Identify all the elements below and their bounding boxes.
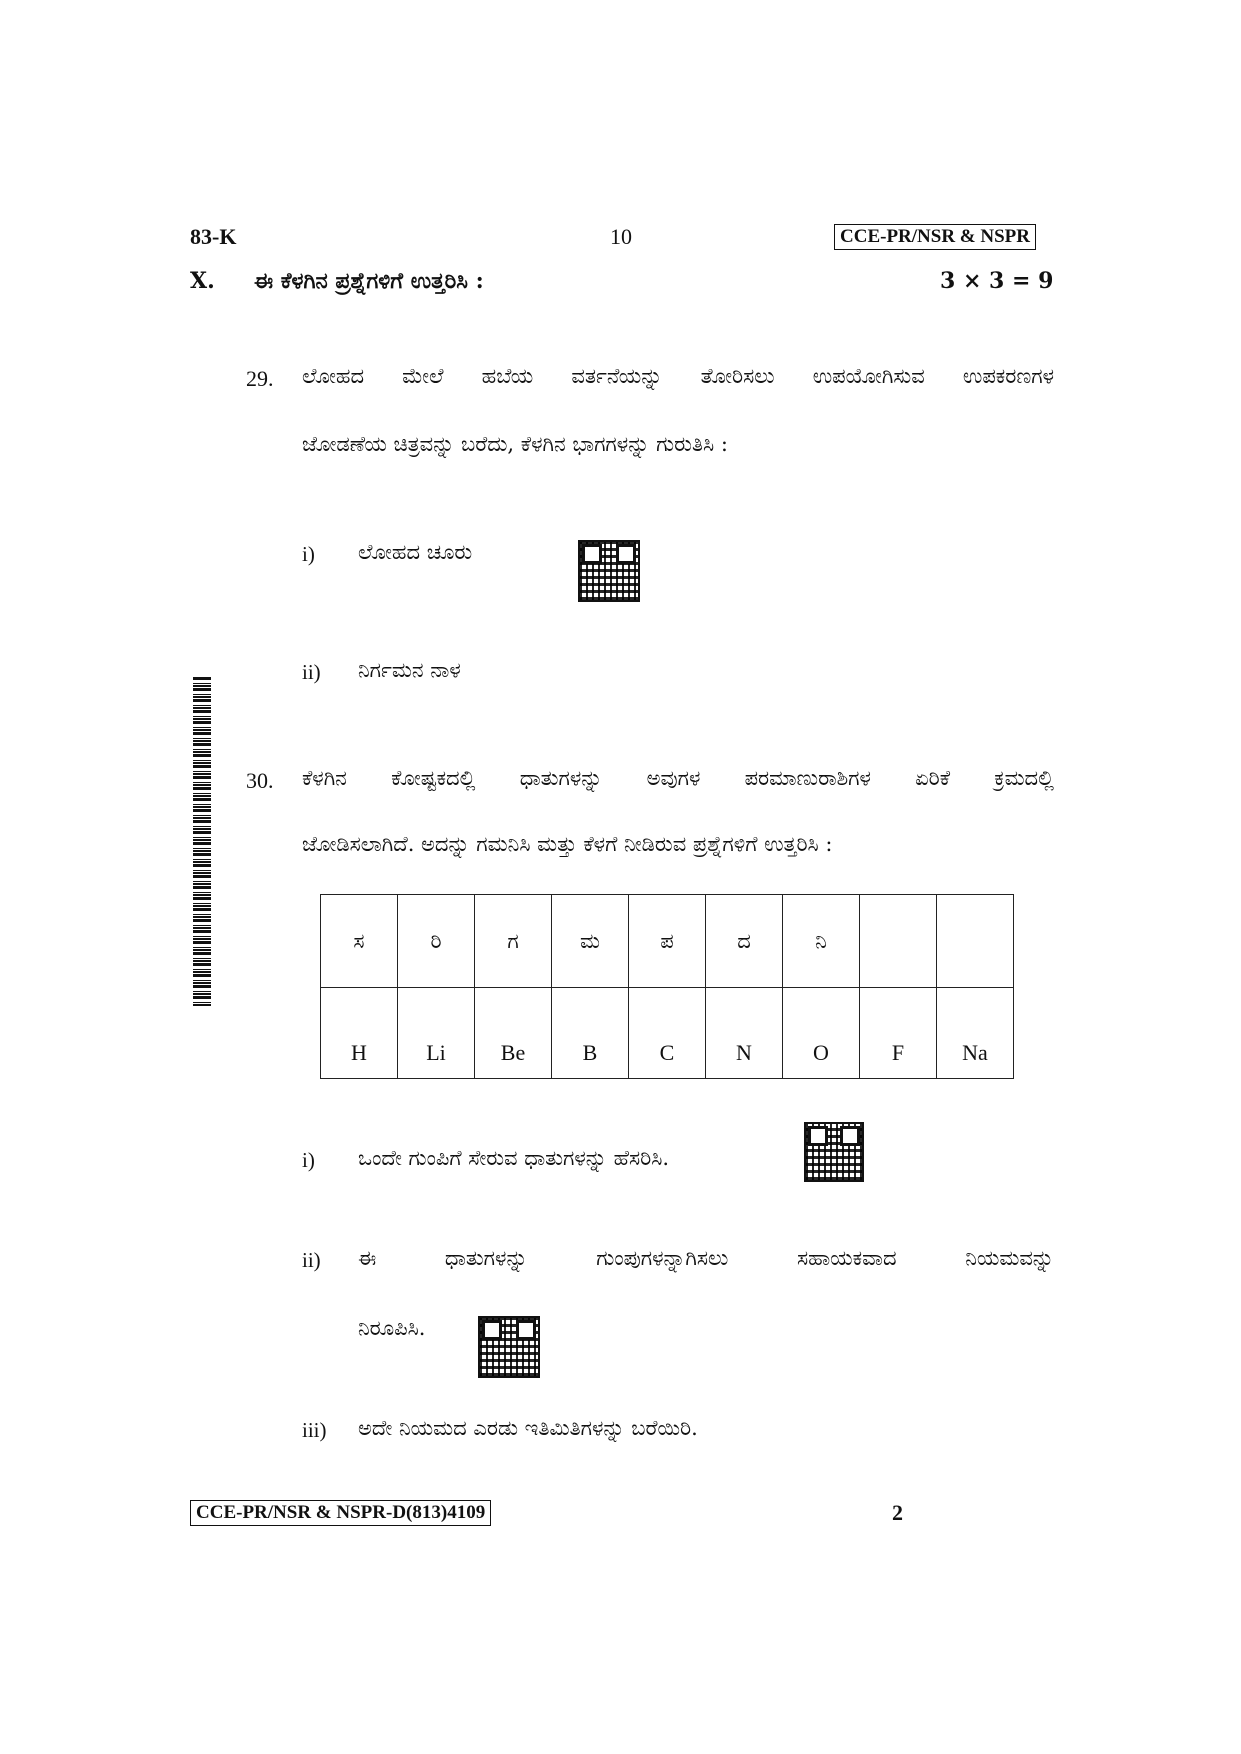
q29-part-i-text: ಲೋಹದ ಚೂರು: [358, 540, 473, 564]
footer-page-number: 2: [892, 1500, 903, 1525]
table-cell: ಮ: [552, 895, 629, 988]
table-cell: B: [552, 988, 629, 1079]
table-cell: [937, 895, 1014, 988]
question-29-line-2: ಜೋಡಣೆಯ ಚಿತ್ರವನ್ನು ಬರೆದು, ಕೆಳಗಿನ ಭಾಗಗಳನ್ನು ಗುರುತಿಸಿ :: [302, 432, 728, 456]
qr-code-icon: [478, 1316, 540, 1378]
section-title: ಈ ಕೆಳಗಿನ ಪ್ರಶ್ನೆಗಳಿಗೆ ಉತ್ತರಿಸಿ :: [254, 268, 484, 294]
series-code-box: CCE-PR/NSR & NSPR: [834, 224, 1036, 250]
q29-part-ii-label: ii): [302, 660, 321, 684]
table-cell: Be: [475, 988, 552, 1079]
q30-part-i-label: i): [302, 1148, 315, 1172]
table-cell: ರಿ: [398, 895, 475, 988]
table-cell: ನಿ: [783, 895, 860, 988]
question-30-line-1: ಕೆಳಗಿನ ಕೋಷ್ಟಕದಲ್ಲಿ ಧಾತುಗಳನ್ನು ಅವುಗಳ ಪರಮಾಣುರಾಶಿಗಳ ಏರಿಕೆ ಕ್ರಮದಲ್ಲಿ: [302, 766, 1054, 790]
section-number: X.: [190, 268, 215, 294]
qr-code-icon: [578, 540, 640, 602]
table-cell: N: [706, 988, 783, 1079]
table-cell: ಪ: [629, 895, 706, 988]
paper-code: 83-K: [190, 224, 237, 249]
q29-part-i-label: i): [302, 542, 315, 566]
footer-code-box: CCE-PR/NSR & NSPR-D(813)4109: [190, 1500, 491, 1526]
table-row: [321, 895, 1014, 988]
page-number: 10: [610, 224, 632, 249]
q30-part-iii-text: ಅದೇ ನಿಯಮದ ಎರಡು ಇತಿಮಿತಿಗಳನ್ನು ಬರೆಯಿರಿ.: [358, 1416, 698, 1440]
elements-table: [320, 894, 1014, 1079]
question-30-line-2: ಜೋಡಿಸಲಾಗಿದೆ. ಅದನ್ನು ಗಮನಿಸಿ ಮತ್ತು ಕೆಳಗೆ ನೀಡಿರುವ ಪ್ರಶ್ನೆಗಳಿಗೆ ಉತ್ತರಿಸಿ :: [302, 832, 833, 856]
table-cell: H: [321, 988, 398, 1079]
table-row: [321, 988, 1014, 1079]
question-29-line-1: ಲೋಹದ ಮೇಲೆ ಹಬೆಯ ವರ್ತನೆಯನ್ನು ತೋರಿಸಲು ಉಪಯೋಗಿಸುವ ಉಪಕರಣಗಳ: [302, 364, 1054, 388]
table-cell: Li: [398, 988, 475, 1079]
question-29-number: 29.: [246, 366, 274, 391]
side-barcode: [193, 676, 211, 1006]
table-cell: F: [860, 988, 937, 1079]
section-marks: 3 × 3 = 9: [940, 268, 1054, 294]
q30-part-ii-text: ಈ ಧಾತುಗಳನ್ನು ಗುಂಪುಗಳನ್ನಾಗಿಸಲು ಸಹಾಯಕವಾದ ನಿಯಮವನ್ನು: [358, 1246, 1054, 1270]
table-cell: ಸ: [321, 895, 398, 988]
qr-code-icon: [804, 1122, 864, 1182]
question-30-number: 30.: [246, 768, 274, 793]
table-cell: ಗ: [475, 895, 552, 988]
table-cell: C: [629, 988, 706, 1079]
q30-part-i-text: ಒಂದೇ ಗುಂಪಿಗೆ ಸೇರುವ ಧಾತುಗಳನ್ನು ಹೆಸರಿಸಿ.: [358, 1146, 670, 1170]
q29-part-ii-text: ನಿರ್ಗಮನ ನಾಳ: [358, 658, 461, 682]
q30-part-ii-label: ii): [302, 1248, 321, 1272]
q30-part-iii-label: iii): [302, 1418, 327, 1442]
table-cell: Na: [937, 988, 1014, 1079]
table-cell: ದ: [706, 895, 783, 988]
table-cell: O: [783, 988, 860, 1079]
q30-part-ii-continuation: ನಿರೂಪಿಸಿ.: [358, 1316, 426, 1340]
table-cell: [860, 895, 937, 988]
